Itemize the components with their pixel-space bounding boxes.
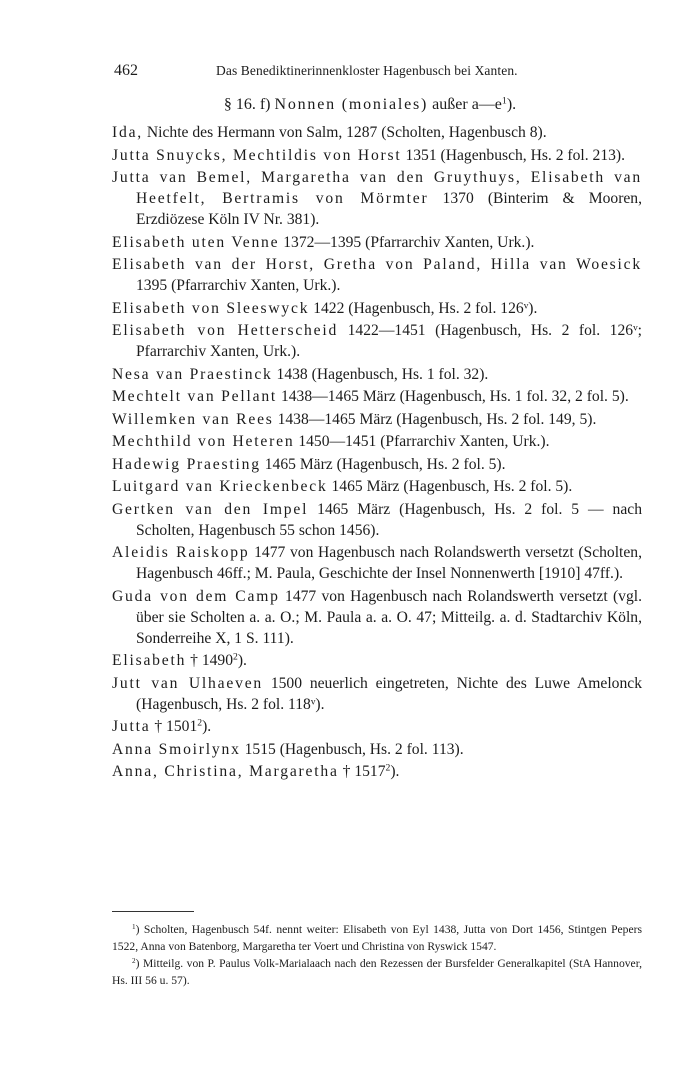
nun-name: Hadewig Praesting (112, 455, 261, 473)
nun-entry (112, 431, 642, 452)
footnote-ref: 2 (197, 717, 203, 729)
footnote-divider (112, 911, 194, 912)
footnote (112, 922, 642, 955)
nun-details: 1450—1451 (Pfarrarchiv Xanten, Urk.). (294, 433, 550, 450)
nun-name: Elisabeth van der Horst, Gretha von Paland, Hilla van Woesick (112, 256, 642, 273)
nun-entry (112, 409, 642, 430)
nun-details: 1477 von Hagenbusch nach Rolandswerth versetzt (vgl. über sie Scholten a. a. O.; M. Paula a. a. O. 47; Mitteilg. a. d. Stadtarchiv Köln, Sonderreihe X, 1 S. 111). (136, 587, 642, 647)
nun-name: Elisabeth von Hetterscheid (112, 322, 339, 339)
nun-details-end: ). (390, 763, 400, 780)
nun-name: Gertken van den Impel (112, 500, 309, 518)
footnote-text: ) Scholten, Hagenbusch 54f. nennt weiter: Elisabeth von Eyl 1438, Jutta von Dort 1456, Stintgen Pepers 1522, Anna von Batenborg, Margaretha ter Voert und Christina von Ryswick 1547. (112, 923, 642, 953)
nun-details: 1422 (Hagenbusch, Hs. 2 fol. 126ᵛ). (309, 299, 538, 317)
footnote (112, 956, 642, 989)
nun-details: 1438—1465 März (Hagenbusch, Hs. 1 fol. 32, 2 fol. 5). (277, 388, 629, 405)
nun-entry (112, 320, 642, 362)
section-suffix: außer a—e (428, 96, 502, 113)
nun-details: 1370 (Binterim & Mooren, Erzdiözese Köln IV Nr. 381). (136, 190, 643, 228)
footnote-ref: 2 (385, 762, 391, 774)
nun-details: 1465 März (Hagenbusch, Hs. 2 fol. 5). (260, 455, 506, 473)
nun-entry (112, 232, 642, 253)
footnote-mark: 1 (132, 923, 136, 932)
running-title: Das Benediktinerinnenkloster Hagenbusch bei Xanten. (216, 63, 518, 78)
nun-details: 1500 neuerlich eingetreten, Nichte des Luwe Amelonck (Hagenbusch, Hs. 2 fol. 118ᵛ). (136, 674, 642, 713)
nun-name: Nesa van Praestinck (112, 365, 273, 383)
nun-name: Elisabeth (112, 652, 187, 669)
footnote-ref: 2 (233, 651, 238, 663)
page-header (114, 62, 642, 84)
nun-list (112, 122, 642, 784)
nun-details: 1395 (Pfarrarchiv Xanten, Urk.). (136, 277, 341, 294)
nun-name: Anna Smoirlynx (112, 740, 241, 758)
nun-details: 1465 März (Hagenbusch, Hs. 2 fol. 5). (327, 478, 573, 495)
section-heading (0, 96, 700, 114)
page-number: 462 (114, 62, 138, 79)
nun-details: † 1517 (338, 763, 386, 780)
footnote-ref: 1 (501, 95, 507, 107)
nun-entry (112, 167, 642, 230)
nun-details: Nichte des Hermann von Salm, 1287 (Scholten, Hagenbusch 8). (143, 124, 547, 141)
nun-entry (112, 716, 642, 737)
section-number: § 16. f) (223, 96, 275, 113)
nun-details: 1438—1465 März (Hagenbusch, Hs. 2 fol. 149, 5). (273, 410, 597, 428)
nun-entry (112, 542, 642, 584)
section-title: Nonnen (moniales) (274, 96, 429, 113)
section-close: ). (506, 96, 517, 113)
nun-name: Luitgard van Krieckenbeck (112, 478, 328, 495)
nun-name: Elisabeth von Sleeswyck (112, 299, 310, 317)
footnotes (112, 922, 642, 990)
nun-name: Mechtelt van Pellant (112, 388, 278, 405)
nun-entry (112, 586, 642, 649)
nun-entry (112, 386, 642, 407)
nun-details: † 1490 (186, 652, 234, 669)
nun-details-end: ). (202, 718, 212, 735)
nun-name: Jutta van Bemel, Margaretha van den Gruythuys, Elisabeth van Heetfelt, Bertramis von Mörmter (112, 169, 642, 207)
nun-details: 1351 (Hagenbusch, Hs. 2 fol. 213). (401, 146, 626, 164)
nun-name: Jutta Snuycks, Mechtildis von Horst (112, 146, 402, 164)
nun-details: 1515 (Hagenbusch, Hs. 2 fol. 113). (240, 740, 464, 758)
nun-entry (112, 476, 642, 497)
nun-entry (112, 673, 642, 715)
nun-name: Jutt van Ulhaeven (112, 674, 264, 692)
nun-name: Willemken van Rees (112, 410, 274, 428)
nun-name: Mechthild von Heteren (112, 433, 295, 450)
nun-details-end: ). (237, 652, 247, 669)
nun-entry (112, 145, 642, 166)
nun-entry (112, 298, 642, 319)
nun-details: † 1501 (150, 718, 198, 735)
nun-entry (112, 454, 642, 475)
nun-details: 1477 von Hagenbusch nach Rolandswerth versetzt (Scholten, Hagenbusch 46ff.; M. Paula, Geschichte der Insel Nonnenwerth [1910] 47ff.). (136, 544, 642, 582)
nun-name: Anna, Christina, Margaretha (112, 763, 339, 780)
nun-name: Elisabeth uten Venne (112, 233, 280, 251)
nun-details: 1372—1395 (Pfarrarchiv Xanten, Urk.). (279, 233, 535, 251)
nun-name: Aleidis Raiskopp (112, 544, 250, 561)
nun-entry (112, 364, 642, 385)
nun-entry (112, 499, 642, 541)
nun-entry (112, 650, 642, 671)
nun-name: Ida, (112, 124, 144, 141)
footnote-mark: 2 (132, 957, 136, 966)
nun-details: 1422—1451 (Hagenbusch, Hs. 2 fol. 126ᵛ; Pfarrarchiv Xanten, Urk.). (136, 322, 642, 360)
nun-entry (112, 254, 642, 296)
nun-entry (112, 761, 642, 782)
nun-entry (112, 122, 642, 143)
nun-name: Guda von dem Camp (112, 587, 280, 605)
nun-entry (112, 739, 642, 760)
nun-name: Jutta (112, 718, 151, 735)
footnote-text: ) Mitteilg. von P. Paulus Volk-Marialaach nach den Rezessen der Bursfelder Generalkapitel (StA Hannover, Hs. III 56 u. 57). (112, 957, 642, 987)
nun-details: 1438 (Hagenbusch, Hs. 1 fol. 32). (272, 365, 489, 383)
nun-details: 1465 März (Hagenbusch, Hs. 2 fol. 5 — nach Scholten, Hagenbusch 55 schon 1456). (136, 500, 642, 539)
